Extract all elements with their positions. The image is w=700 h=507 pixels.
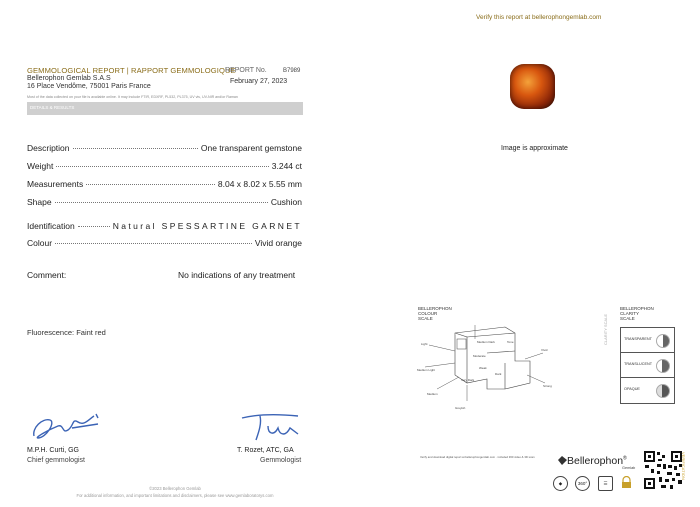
comment-value: No indications of any treatment — [178, 270, 296, 280]
leader-dots — [78, 226, 110, 227]
detail-row-weight — [27, 161, 302, 171]
verification-vertical-label: VERIFICATION — [681, 452, 686, 480]
report-number-label: REPORT No. — [225, 67, 267, 74]
colour-scale-label: Light — [421, 342, 428, 346]
brand-sub: Gemlab — [622, 466, 636, 470]
clarity-item-opaque: OPAQUE — [621, 377, 674, 404]
colour-scale-diagram — [415, 323, 565, 413]
clarity-scale-vertical: CLARITY SCALE — [603, 313, 608, 345]
qr-code[interactable] — [643, 450, 683, 490]
disclaimer: Most of the data collected on your file is available online. It may include FTIR, EDXRF, PL532, PL375, UV vis, UV-NIR and/or Raman — [27, 95, 238, 99]
detail-value: Vivid orange — [254, 238, 302, 248]
leader-dots — [55, 202, 268, 203]
lock-icon — [620, 476, 633, 489]
verify-link[interactable]: Verify this report at bellerophongemlab.com — [476, 14, 602, 21]
colour-scale-label: Weak — [479, 366, 487, 370]
detail-row-colour — [27, 238, 302, 248]
detail-label: Measurements — [27, 179, 84, 189]
certificate-icon: ☰ — [598, 476, 613, 491]
registered-mark: ® — [623, 455, 627, 462]
lab-name: Bellerophon Gemlab S.A.S — [27, 75, 111, 82]
colour-scale-label: Tone — [507, 340, 514, 344]
signer-name-1: M.P.H. Curti, GG — [27, 447, 79, 454]
leader-dots — [73, 148, 198, 149]
leader-dots — [55, 243, 252, 244]
fluorescence: Fluorescence: Faint red — [27, 328, 106, 337]
detail-label: Shape — [27, 197, 52, 207]
clarity-scale-title: BELLEROPHON CLARITY SCALE — [620, 306, 654, 321]
signer-title-2: Gemmologist — [260, 457, 302, 464]
colour-scale-label: Vivid — [541, 348, 548, 352]
detail-value: 8.04 x 8.02 x 5.55 mm — [217, 179, 302, 189]
detail-label: Identification — [27, 221, 75, 231]
detail-label: Colour — [27, 238, 53, 248]
view-360-icon: 360° — [575, 476, 590, 491]
comment-label: Comment: — [27, 270, 67, 280]
detail-label: Description — [27, 143, 70, 153]
detail-row-measurements — [27, 179, 302, 189]
colour-scale-label: Very Dark — [461, 378, 475, 382]
colour-scale-label: Strong — [543, 384, 552, 388]
brand-name: Bellerophon® — [567, 455, 627, 467]
colour-scale-label: Moderate — [473, 354, 486, 358]
detail-row-identification — [27, 221, 302, 231]
signature-rozet — [238, 410, 304, 444]
detail-value: Cushion — [270, 197, 302, 207]
detail-row-description — [27, 143, 302, 153]
clarity-scale-box — [620, 327, 675, 404]
signer-title-1: Chief gemmologist — [27, 457, 85, 464]
leader-dots — [56, 166, 268, 167]
gemstone-image — [510, 64, 555, 109]
section-bar — [27, 102, 303, 115]
colour-scale-label: Medium Light — [417, 368, 436, 372]
signature-curti — [28, 408, 108, 444]
leader-dots — [86, 184, 215, 185]
detail-row-shape — [27, 197, 302, 207]
report-title: GEMMOLOGICAL REPORT | RAPPORT GEMMOLOGIQUE — [27, 66, 236, 75]
gem-scan-icon: ◆ — [553, 476, 568, 491]
lab-address: 16 Place Vendôme, 75001 Paris France — [27, 83, 151, 90]
colour-scale-label: Medium — [427, 392, 438, 396]
report-date: February 27, 2023 — [230, 78, 288, 85]
clarity-item-translucent: TRANSLUCENT — [621, 352, 674, 378]
colour-scale-label: Dark — [495, 372, 502, 376]
section-bar-label: DETAILS & RESULTS — [30, 105, 75, 110]
detail-label: Weight — [27, 161, 54, 171]
colour-scale-title: BELLEROPHON COLOUR SCALE — [418, 306, 452, 321]
verification-note: Verify and download digital report at bellerophongemlab.com · included 360 video & 3D scan — [420, 455, 535, 459]
colour-scale-label: Greyish — [455, 406, 466, 410]
signer-name-2: T. Rozet, ATC, GA — [237, 447, 294, 454]
colour-scale-label: Medium Dark — [477, 340, 495, 344]
detail-value: Natural SPESSARTINE GARNET — [112, 221, 302, 231]
clarity-item-transparent: TRANSPARENT — [621, 327, 674, 353]
detail-value: One transparent gemstone — [200, 143, 302, 153]
image-caption: Image is approximate — [501, 145, 568, 152]
detail-value: 3.244 ct — [271, 161, 302, 171]
footer-info: For additional information, and important limitations and disclaimers, please see www.gemlaboratorys.com — [76, 493, 274, 498]
footer-copyright: ©2023 Bellerophon Gemlab — [149, 486, 201, 491]
report-number: B7989 — [283, 68, 301, 74]
